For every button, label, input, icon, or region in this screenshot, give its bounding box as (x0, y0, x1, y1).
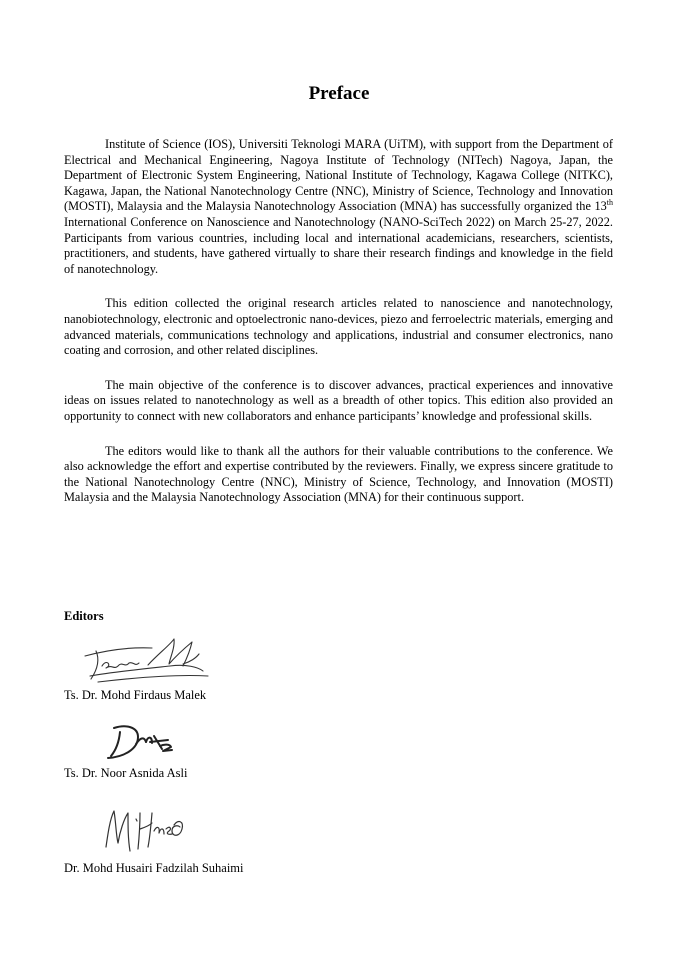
paragraph-1-text-after: International Conference on Nanoscience and Nanotechnology (NANO-SciTech 2022) on March 25-27, 2022. Participants from various countries, including local and international academicians, researchers, scientists, practitioners, and students, have gathered virtually to share their research findings and knowledge in the field of nanotechnology. (64, 214, 613, 276)
paragraph-1 (64, 137, 613, 277)
paragraph-4: The editors would like to thank all the authors for their valuable contributions to the conference. We also acknowledge the effort and expertise contributed by the reviewers. Finally, we express sincere gratitude to the National Nanotechnology Centre (NNC), Ministry of Science, Technology, and Innovation (MOSTI) Malaysia and the Malaysia Nanotechnology Association (MNA) for their continuous support. (64, 443, 613, 505)
ordinal-suffix: th (606, 198, 613, 208)
paragraph-1-text-before: Institute of Science (IOS), Universiti Teknologi MARA (UiTM), with support from the Department of Electrical and Mechanical Engineering, Nagoya Institute of Technology (NITech) Nagoya, Japan, the Department of Electronic System Engineering, National Institute of Technology, Kagawa College (NITKC), Kagawa, Japan, the National Nanotechnology Centre (NNC), Ministry of Science, Technology and Innovation (MOSTI), Malaysia and the Malaysia Nanotechnology Association (MNA) has successfully organized the 13 (64, 137, 613, 214)
signature-2 (100, 722, 178, 762)
editor-name-1: Ts. Dr. Mohd Firdaus Malek (64, 688, 207, 702)
paragraph-3: The main objective of the conference is to discover advances, practical experiences and innovative ideas on issues related to nanotechnology as well as a breadth of other topics. This edition also provided an opportunity to connect with new collaborators and enhance participants’ knowledge and professional skills. (64, 377, 613, 423)
preface-body (64, 137, 613, 525)
signature-3 (100, 805, 188, 857)
editors-heading: Editors (64, 609, 104, 623)
editor-name-3: Dr. Mohd Husairi Fadzilah Suhaimi (64, 861, 244, 875)
signature-1 (82, 636, 217, 684)
paragraph-2: This edition collected the original research articles related to nanoscience and nanotechnology, nanobiotechnology, electronic and optoelectronic nano-devices, piezo and ferroelectric materials, emerging and advanced materials, communications technology and applications, industrial and consumer electronics, nano coating and corrosion, and other related disciplines. (64, 296, 613, 358)
editor-name-2: Ts. Dr. Noor Asnida Asli (64, 766, 188, 780)
page-title: Preface (308, 83, 370, 104)
